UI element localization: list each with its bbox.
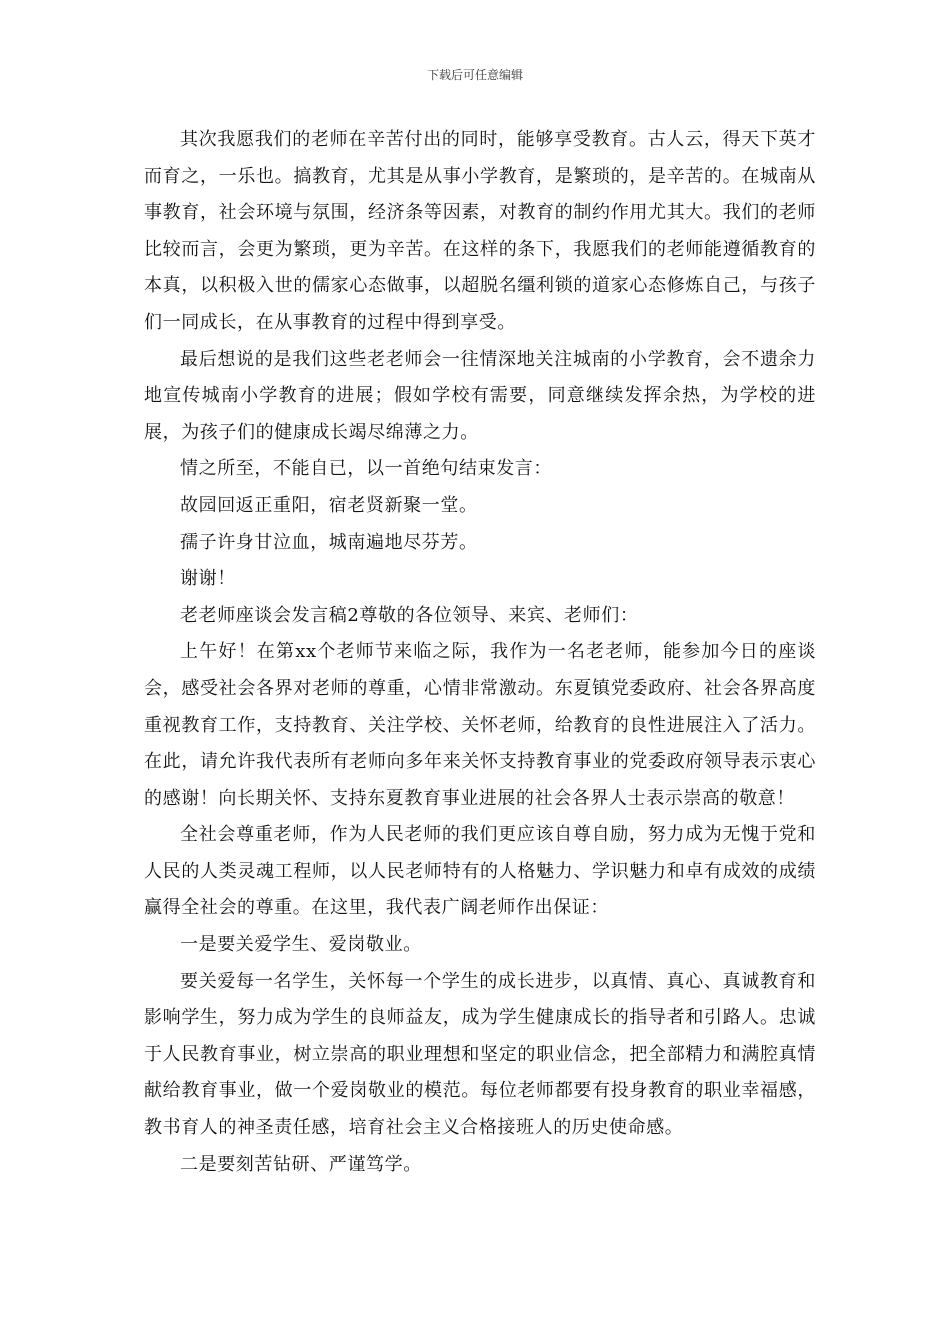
paragraph: 全社会尊重老师，作为人民老师的我们更应该自尊自励，努力成为无愧于党和人民的人类灵魂工程师，以人民老师特有的人格魅力、学识魅力和卓有成效的成绩赢得全社会的尊重。在这里，我代表广阔老师作出保证：: [144, 824, 816, 919]
paragraph: 二是要刻苦钻研、严谨笃学。: [180, 1153, 422, 1175]
paragraph: 其次我愿我们的老师在辛苦付出的同时，能够享受教育。古人云，得天下英才而育之，一乐也。搞教育，尤其是从事小学教育，是繁琐的，是辛苦的。在城南从事教育，社会环境与氛围，经济条等因素，对教育的制约作用尤其大。我们的老师比较而言，会更为繁琐，更为辛苦。在这样的条下，我愿我们的老师能遵循教育的本真，以积极入世的儒家心态做事，以超脱名缰利锁的道家心态修炼自己，与孩子们一同成长，在从事教育的过程中得到享受。: [144, 129, 816, 333]
paragraph: 要关爱每一名学生，关怀每一个学生的成长进步，以真情、真心、真诚教育和影响学生，努力成为学生的良师益友，成为学生健康成长的指导者和引路人。忠诚于人民教育事业，树立崇高的职业理想和坚定的职业信念，把全部精力和满腔真情献给教育事业，做一个爱岗敬业的模范。每位老师都要有投身教育的职业幸福感，教书育人的神圣责任感，培育社会主义合格接班人的历史使命感。: [144, 970, 816, 1139]
paragraph: 上午好！在第xx个老师节来临之际，我作为一名老老师，能参加今日的座谈会，感受社会各界对老师的尊重，心情非常激动。东夏镇党委政府、社会各界高度重视教育工作，支持教育、关注学校、关怀老师，给教育的良性进展注入了活力。在此，请允许我代表所有老师向多年来关怀支持教育事业的党委政府领导表示衷心的感谢！向长期关怀、支持东夏教育事业进展的社会各界人士表示崇高的敬意！: [144, 641, 816, 809]
paragraph: 谢谢！: [180, 568, 236, 590]
section-heading: 老老师座谈会发言稿2尊敬的各位领导、来宾、老师们：: [180, 604, 639, 626]
poem-line: 故园回返正重阳，宿老贤新聚一堂。: [180, 494, 478, 516]
paragraph: 情之所至，不能自已，以一首绝句结束发言：: [180, 458, 552, 480]
poem-line: 孺子许身甘泣血，城南遍地尽芬芳。: [180, 531, 478, 553]
paragraph: 最后想说的是我们这些老老师会一往情深地关注城南的小学教育，会不遗余力地宣传城南小学教育的进展；假如学校有需要，同意继续发挥余热，为学校的进展，为孩子们的健康成长竭尽绵薄之力。: [144, 348, 816, 443]
paragraph: 一是要关爱学生、爱岗敬业。: [180, 934, 422, 956]
page-header: 下载后可任意编辑: [426, 68, 523, 82]
document-body: [144, 122, 816, 1183]
